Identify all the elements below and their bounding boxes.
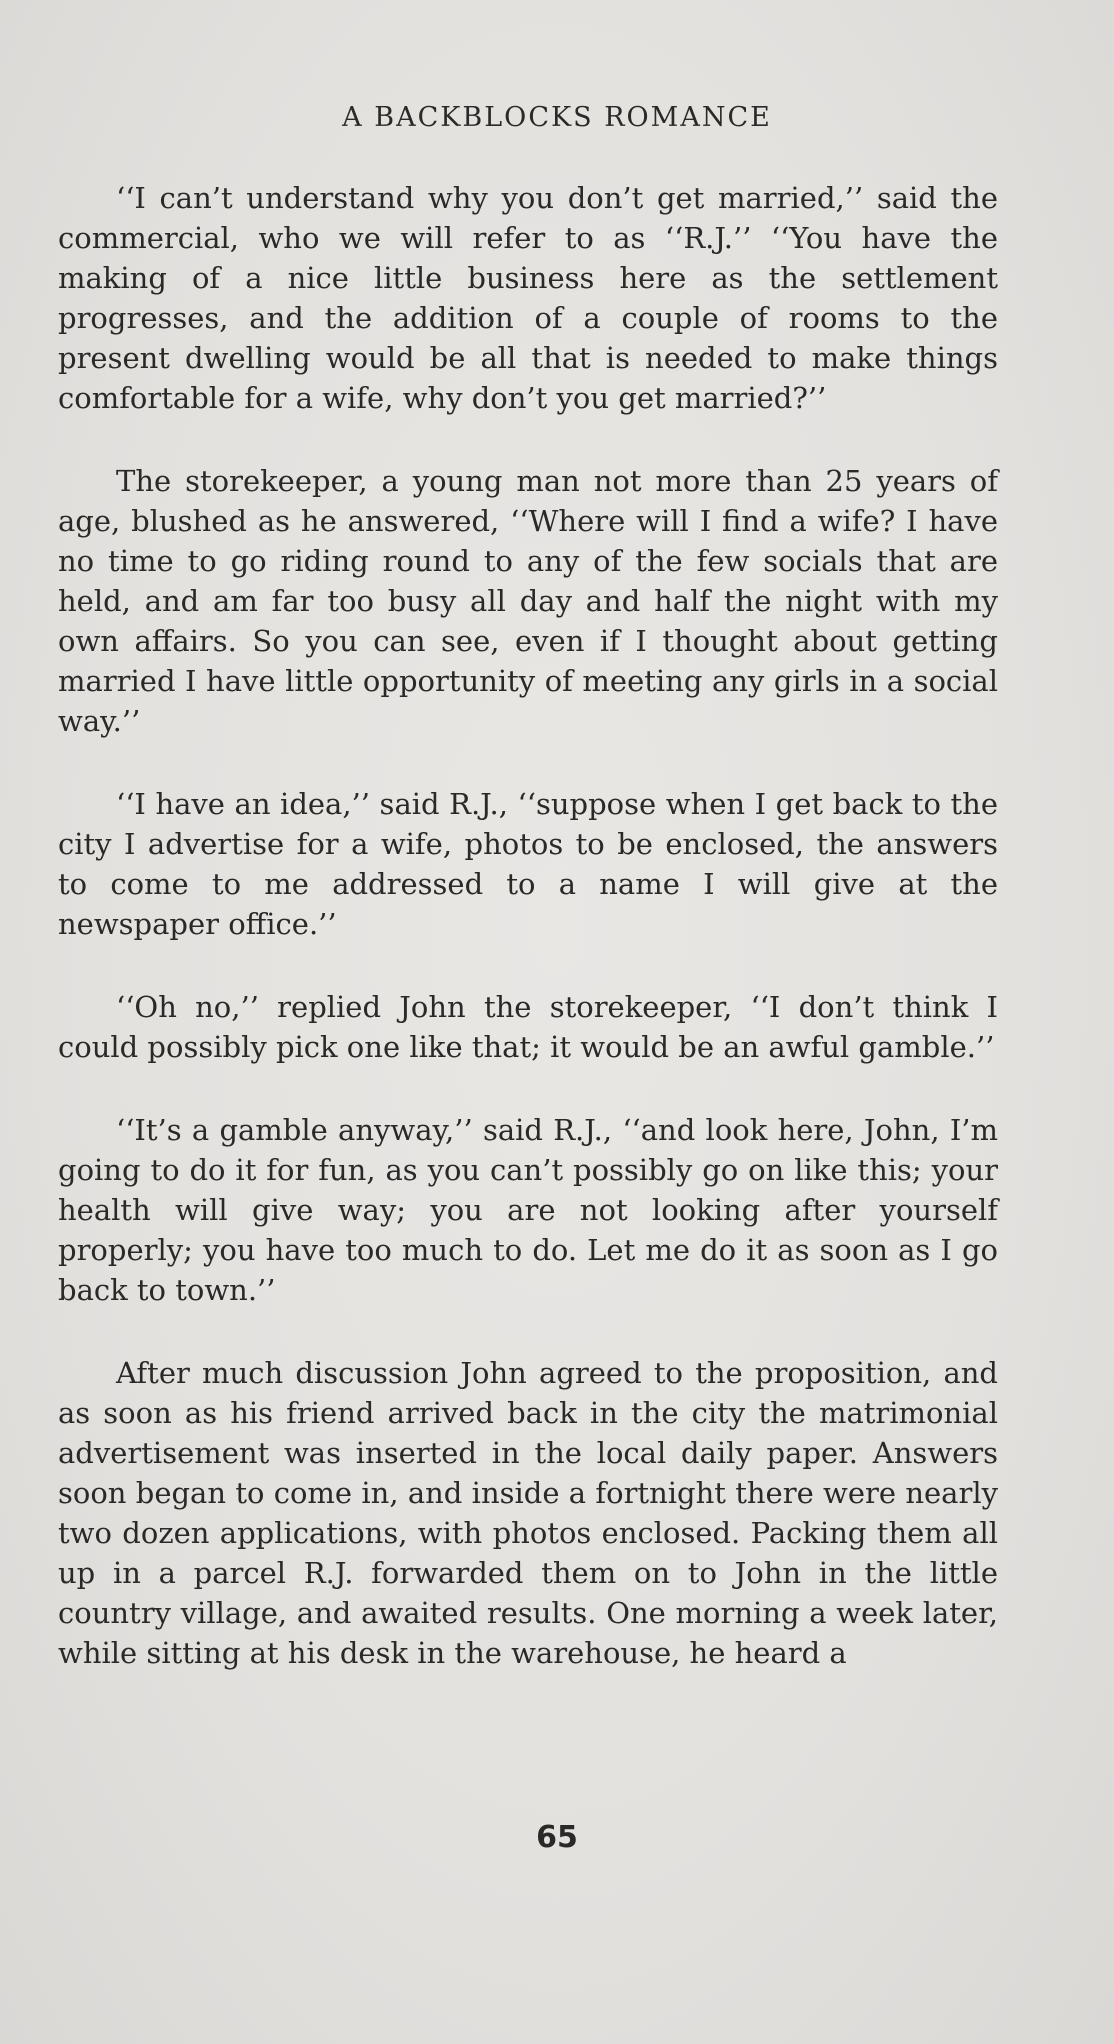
paragraph: The storekeeper, a young man not more than 25 years of age, blushed as he answered, ‘‘Where will I find a wife? I have no time to go riding round to any of the few socials that are held, and am far too busy all day and half the night with my own affairs. So you can see, even if I thought about getting married I have little opportunity of meeting any girls in a social way.’’ (58, 464, 998, 738)
paragraph: After much discussion John agreed to the proposition, and as soon as his friend arrived back in the city the matrimonial advertisement was inserted in the local daily paper. Answers soon began to come in, and inside a fortnight there were nearly two dozen applications, with photos enclosed. Packing them all up in a parcel R.J. forwarded them on to John in the little country village, and awaited results. One morning a week later, while sitting at his desk in the warehouse, he heard a (58, 1356, 998, 1670)
body-text (58, 178, 998, 1716)
page-number: 65 (536, 1820, 578, 1855)
paragraph: ‘‘Oh no,’’ replied John the storekeeper, ‘‘I don’t think I could possibly pick one like that; it would be an awful gamble.’’ (58, 990, 998, 1064)
paragraph: ‘‘I can’t understand why you don’t get married,’’ said the commercial, who we will refer to as ‘‘R.J.’’ ‘‘You have the making of a nice little business here as the settlement progresses, and the addition of a couple of rooms to the present dwelling would be all that is needed to make things comfortable for a wife, why don’t you get married?’’ (58, 181, 998, 415)
running-head: A BACKBLOCKS ROMANCE (342, 102, 772, 133)
paragraph: ‘‘It’s a gamble anyway,’’ said R.J., ‘‘and look here, John, I’m going to do it for fun, as you can’t possibly go on like this; your health will give way; you are not looking after yourself properly; you have too much to do. Let me do it as soon as I go back to town.’’ (58, 1113, 998, 1307)
paragraph: ‘‘I have an idea,’’ said R.J., ‘‘suppose when I get back to the city I advertise for a wife, photos to be enclosed, the answers to come to me addressed to a name I will give at the newspaper office.’’ (58, 787, 998, 941)
